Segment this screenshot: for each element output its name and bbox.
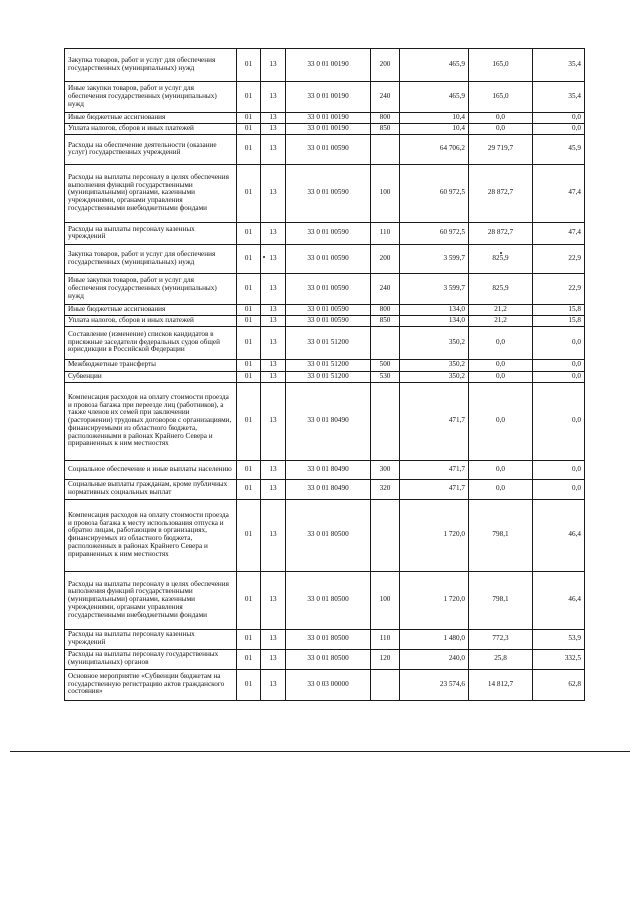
expense-type-cell: 200 <box>371 49 400 82</box>
expense-name-cell: Уплата налогов, сборов и иных платежей <box>65 123 237 134</box>
execution-percent-cell: 0,0 <box>533 113 585 124</box>
expense-name-cell: Социальное обеспечение и иные выплаты населению <box>65 460 237 479</box>
actual-amount-cell: 14 812,7 <box>469 669 533 700</box>
table-row <box>65 649 585 669</box>
target-article-cell: 33 0 01 00190 <box>286 123 371 134</box>
planned-amount-cell: 471,7 <box>400 460 469 479</box>
section-code-cell: 01 <box>237 244 261 273</box>
target-article-cell: 33 0 01 80500 <box>286 499 371 571</box>
subsection-code-cell: 13 <box>261 164 286 222</box>
target-article-cell: 33 0 01 00190 <box>286 113 371 124</box>
subsection-code-cell: 13 <box>261 326 286 359</box>
expense-type-cell: 240 <box>371 82 400 113</box>
expense-name-cell: Расходы на выплаты персоналу казенных учреждений <box>65 629 237 649</box>
subsection-code-cell: 13 <box>261 134 286 164</box>
target-article-cell: 33 0 01 80500 <box>286 649 371 669</box>
actual-amount-cell: 772,3 <box>469 629 533 649</box>
planned-amount-cell: 465,9 <box>400 49 469 82</box>
expense-name-cell: Закупка товаров, работ и услуг для обеспечения государственных (муниципальных) нужд <box>65 244 237 273</box>
target-article-cell: 33 0 01 80490 <box>286 479 371 499</box>
subsection-code-cell: 13 <box>261 629 286 649</box>
subsection-code-cell: 13 <box>261 371 286 382</box>
section-code-cell: 01 <box>237 304 261 315</box>
execution-percent-cell: 0,0 <box>533 123 585 134</box>
subsection-code-cell: 13 <box>261 222 286 244</box>
section-code-cell: 01 <box>237 382 261 460</box>
expense-name-cell: Расходы на обеспечение деятельности (оказание услуг) государственных учреждений <box>65 134 237 164</box>
actual-amount-cell: 165,0 <box>469 82 533 113</box>
expense-type-cell: 800 <box>371 113 400 124</box>
target-article-cell: 33 0 01 00190 <box>286 82 371 113</box>
execution-percent-cell: 46,4 <box>533 571 585 629</box>
subsection-code-cell: 13 <box>261 649 286 669</box>
expense-name-cell: Составление (изменение) списков кандидатов в присяжные заседатели федеральных судов общей юрисдикции в Российской Федерации <box>65 326 237 359</box>
execution-percent-cell: 15,8 <box>533 304 585 315</box>
section-code-cell: 01 <box>237 273 261 304</box>
expense-type-cell: 500 <box>371 359 400 371</box>
section-code-cell: 01 <box>237 82 261 113</box>
execution-percent-cell: 0,0 <box>533 382 585 460</box>
expense-type-cell: 850 <box>371 315 400 326</box>
target-article-cell: 33 0 01 80500 <box>286 571 371 629</box>
execution-percent-cell: 62,8 <box>533 669 585 700</box>
actual-amount-cell: 0,0 <box>469 123 533 134</box>
execution-percent-cell: 22,9 <box>533 273 585 304</box>
planned-amount-cell: 23 574,6 <box>400 669 469 700</box>
planned-amount-cell: 1 720,0 <box>400 571 469 629</box>
planned-amount-cell: 134,0 <box>400 315 469 326</box>
table-row <box>65 304 585 315</box>
table-row <box>65 499 585 571</box>
expense-name-cell: Расходы на выплаты персоналу государственных (муниципальных) органов <box>65 649 237 669</box>
section-code-cell: 01 <box>237 134 261 164</box>
planned-amount-cell: 465,9 <box>400 82 469 113</box>
execution-percent-cell: 0,0 <box>533 326 585 359</box>
planned-amount-cell: 60 972,5 <box>400 222 469 244</box>
expense-type-cell: 530 <box>371 371 400 382</box>
expense-name-cell: Иные закупки товаров, работ и услуг для обеспечения государственных (муниципальных) нужд <box>65 273 237 304</box>
subsection-code-cell: 13 <box>261 123 286 134</box>
expense-type-cell: 300 <box>371 460 400 479</box>
planned-amount-cell: 3 599,7 <box>400 244 469 273</box>
section-code-cell: 01 <box>237 222 261 244</box>
actual-amount-cell: 798,1 <box>469 571 533 629</box>
expense-name-cell: Социальные выплаты гражданам, кроме публичных нормативных социальных выплат <box>65 479 237 499</box>
planned-amount-cell: 64 706,2 <box>400 134 469 164</box>
actual-amount-cell: 21,2 <box>469 315 533 326</box>
target-article-cell: 33 0 01 80490 <box>286 382 371 460</box>
planned-amount-cell: 10,4 <box>400 123 469 134</box>
target-article-cell: 33 0 01 00590 <box>286 315 371 326</box>
execution-percent-cell: 47,4 <box>533 222 585 244</box>
expense-type-cell: 240 <box>371 273 400 304</box>
section-code-cell: 01 <box>237 315 261 326</box>
actual-amount-cell: 165,0 <box>469 49 533 82</box>
expense-name-cell: Иные закупки товаров, работ и услуг для обеспечения государственных (муниципальных) нужд <box>65 82 237 113</box>
actual-amount-cell: 825,9 <box>469 273 533 304</box>
expense-type-cell: 110 <box>371 629 400 649</box>
table-row <box>65 479 585 499</box>
subsection-code-cell: 13 <box>261 460 286 479</box>
expense-name-cell: Иные бюджетные ассигнования <box>65 304 237 315</box>
section-code-cell: 01 <box>237 669 261 700</box>
execution-percent-cell: 0,0 <box>533 371 585 382</box>
execution-percent-cell: 332,5 <box>533 649 585 669</box>
expense-name-cell: Иные бюджетные ассигнования <box>65 113 237 124</box>
section-code-cell: 01 <box>237 649 261 669</box>
subsection-code-cell: 13 <box>261 49 286 82</box>
target-article-cell: 33 0 01 00590 <box>286 134 371 164</box>
expense-type-cell: 800 <box>371 304 400 315</box>
expense-name-cell: Расходы на выплаты персоналу казенных учреждений <box>65 222 237 244</box>
planned-amount-cell: 471,7 <box>400 479 469 499</box>
table-body <box>65 49 585 701</box>
subsection-code-cell: 13 <box>261 244 286 273</box>
expense-type-cell: 320 <box>371 479 400 499</box>
execution-percent-cell: 47,4 <box>533 164 585 222</box>
subsection-code-cell: 13 <box>261 113 286 124</box>
target-article-cell: 33 0 01 00590 <box>286 164 371 222</box>
expense-name-cell: Компенсация расходов на оплату стоимости проезда и провоза багажа при переезде лиц (работников), а также членов их семей при заключении (расторжении) трудовых договоров с организациями, финансируемыми из областного бюджета, расположенными в районах Крайнего Севера и приравненных к ним местностях <box>65 382 237 460</box>
actual-amount-cell: 0,0 <box>469 359 533 371</box>
budget-execution-table <box>64 48 585 701</box>
actual-amount-cell: 798,1 <box>469 499 533 571</box>
section-code-cell: 01 <box>237 123 261 134</box>
actual-amount-cell: 29 719,7 <box>469 134 533 164</box>
actual-amount-cell: 0,0 <box>469 479 533 499</box>
table-row <box>65 123 585 134</box>
execution-percent-cell: 0,0 <box>533 460 585 479</box>
actual-amount-cell: 21,2 <box>469 304 533 315</box>
table-row <box>65 371 585 382</box>
planned-amount-cell: 60 972,5 <box>400 164 469 222</box>
expense-type-cell: 110 <box>371 222 400 244</box>
subsection-code-cell: 13 <box>261 273 286 304</box>
target-article-cell: 33 0 01 00590 <box>286 222 371 244</box>
table-row <box>65 571 585 629</box>
target-article-cell: 33 0 01 80490 <box>286 460 371 479</box>
subsection-code-cell: 13 <box>261 315 286 326</box>
execution-percent-cell: 22,9 <box>533 244 585 273</box>
target-article-cell: 33 0 01 51200 <box>286 326 371 359</box>
actual-amount-cell: 0,0 <box>469 382 533 460</box>
expense-type-cell: 100 <box>371 164 400 222</box>
planned-amount-cell: 10,4 <box>400 113 469 124</box>
section-code-cell: 01 <box>237 164 261 222</box>
section-code-cell: 01 <box>237 460 261 479</box>
subsection-code-cell: 13 <box>261 571 286 629</box>
table-row <box>65 82 585 113</box>
actual-amount-cell: 0,0 <box>469 113 533 124</box>
planned-amount-cell: 350,2 <box>400 326 469 359</box>
planned-amount-cell: 471,7 <box>400 382 469 460</box>
planned-amount-cell: 350,2 <box>400 359 469 371</box>
execution-percent-cell: 0,0 <box>533 479 585 499</box>
section-code-cell: 01 <box>237 571 261 629</box>
execution-percent-cell: 35,4 <box>533 49 585 82</box>
target-article-cell: 33 0 01 51200 <box>286 371 371 382</box>
table-row <box>65 273 585 304</box>
expense-name-cell: Уплата налогов, сборов и иных платежей <box>65 315 237 326</box>
section-code-cell: 01 <box>237 371 261 382</box>
table-row <box>65 222 585 244</box>
expense-type-cell <box>371 499 400 571</box>
page-bottom-rule <box>10 751 630 752</box>
target-article-cell: 33 0 03 00000 <box>286 669 371 700</box>
scan-speck <box>500 252 502 254</box>
expense-name-cell: Компенсация расходов на оплату стоимости проезда и провоза багажа к месту использования отпуска и обратно лицам, работающим в организациях, финансируемых из областного бюджета, расположенных в районах Крайнего Севера и приравненных к ним местностях <box>65 499 237 571</box>
table-row <box>65 326 585 359</box>
table-row <box>65 359 585 371</box>
subsection-code-cell: 13 <box>261 669 286 700</box>
execution-percent-cell: 53,9 <box>533 629 585 649</box>
table-row <box>65 629 585 649</box>
table-row <box>65 244 585 273</box>
actual-amount-cell: 0,0 <box>469 326 533 359</box>
planned-amount-cell: 134,0 <box>400 304 469 315</box>
actual-amount-cell: 0,0 <box>469 460 533 479</box>
execution-percent-cell: 46,4 <box>533 499 585 571</box>
expense-type-cell: 200 <box>371 244 400 273</box>
section-code-cell: 01 <box>237 479 261 499</box>
actual-amount-cell: 825,9 <box>469 244 533 273</box>
section-code-cell: 01 <box>237 499 261 571</box>
expense-name-cell: Субвенции <box>65 371 237 382</box>
planned-amount-cell: 350,2 <box>400 371 469 382</box>
section-code-cell: 01 <box>237 113 261 124</box>
scan-speck <box>263 256 265 258</box>
section-code-cell: 01 <box>237 359 261 371</box>
planned-amount-cell: 1 720,0 <box>400 499 469 571</box>
section-code-cell: 01 <box>237 49 261 82</box>
table-row <box>65 113 585 124</box>
expense-name-cell: Расходы на выплаты персоналу в целях обеспечения выполнения функций государственными (муниципальными) органами, казенными учреждениями, органами управления государственными внебюджетными фондами <box>65 571 237 629</box>
target-article-cell: 33 0 01 00190 <box>286 49 371 82</box>
planned-amount-cell: 1 480,0 <box>400 629 469 649</box>
execution-percent-cell: 0,0 <box>533 359 585 371</box>
section-code-cell: 01 <box>237 326 261 359</box>
table-row <box>65 134 585 164</box>
section-code-cell: 01 <box>237 629 261 649</box>
target-article-cell: 33 0 01 51200 <box>286 359 371 371</box>
target-article-cell: 33 0 01 00590 <box>286 304 371 315</box>
execution-percent-cell: 15,8 <box>533 315 585 326</box>
subsection-code-cell: 13 <box>261 499 286 571</box>
expense-type-cell <box>371 326 400 359</box>
subsection-code-cell: 13 <box>261 82 286 113</box>
table-row <box>65 315 585 326</box>
actual-amount-cell: 0,0 <box>469 371 533 382</box>
actual-amount-cell: 28 872,7 <box>469 222 533 244</box>
table-row <box>65 49 585 82</box>
expense-name-cell: Расходы на выплаты персоналу в целях обеспечения выполнения функций государственными (муниципальными) органами, казенными учреждениями, органами управления государственными внебюджетными фондами <box>65 164 237 222</box>
target-article-cell: 33 0 01 80500 <box>286 629 371 649</box>
expense-type-cell <box>371 382 400 460</box>
actual-amount-cell: 25,8 <box>469 649 533 669</box>
subsection-code-cell: 13 <box>261 382 286 460</box>
expense-type-cell: 100 <box>371 571 400 629</box>
target-article-cell: 33 0 01 00590 <box>286 273 371 304</box>
expense-name-cell: Закупка товаров, работ и услуг для обеспечения государственных (муниципальных) нужд <box>65 49 237 82</box>
expense-type-cell <box>371 134 400 164</box>
expense-name-cell: Межбюджетные трансферты <box>65 359 237 371</box>
planned-amount-cell: 240,0 <box>400 649 469 669</box>
table-row <box>65 669 585 700</box>
target-article-cell: 33 0 01 00590 <box>286 244 371 273</box>
actual-amount-cell: 28 872,7 <box>469 164 533 222</box>
subsection-code-cell: 13 <box>261 359 286 371</box>
subsection-code-cell: 13 <box>261 479 286 499</box>
subsection-code-cell: 13 <box>261 304 286 315</box>
expense-name-cell: Основное мероприятие «Субвенции бюджетам на государственную регистрацию актов гражданского состояния» <box>65 669 237 700</box>
table-row <box>65 382 585 460</box>
expense-type-cell: 120 <box>371 649 400 669</box>
expense-type-cell <box>371 669 400 700</box>
planned-amount-cell: 3 599,7 <box>400 273 469 304</box>
table-row <box>65 164 585 222</box>
execution-percent-cell: 35,4 <box>533 82 585 113</box>
execution-percent-cell: 45,9 <box>533 134 585 164</box>
expense-type-cell: 850 <box>371 123 400 134</box>
table-row <box>65 460 585 479</box>
